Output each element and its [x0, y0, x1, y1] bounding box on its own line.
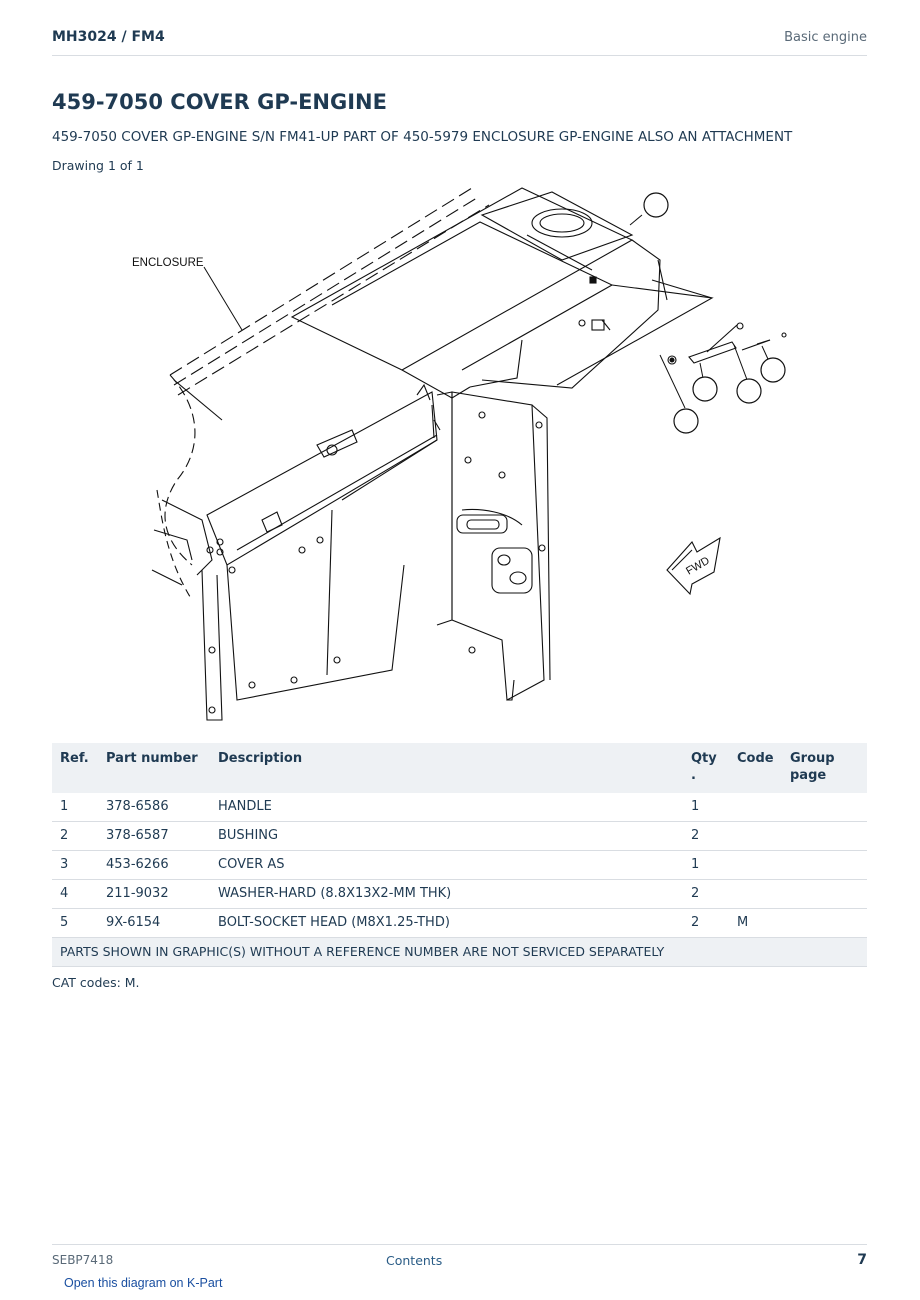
cell-group-page: [782, 793, 867, 822]
cell-group-page: [782, 880, 867, 909]
drawing-label: Drawing 1 of 1: [52, 158, 144, 173]
table-header-row: [52, 743, 867, 793]
hardware-parts: [668, 323, 786, 364]
cover-flange: [557, 285, 712, 385]
cell-part-number: 211-9032: [98, 880, 210, 909]
cell-part-number: 453-6266: [98, 851, 210, 880]
cell-qty: 2: [683, 822, 729, 851]
cell-ref: 4: [52, 880, 98, 909]
fwd-label: FWD: [684, 554, 712, 578]
table-row: [52, 909, 867, 938]
cell-description: HANDLE: [210, 793, 683, 822]
footer-divider: [52, 1244, 867, 1245]
cell-description: BUSHING: [210, 822, 683, 851]
cell-group-page: [782, 851, 867, 880]
page-number: 7: [857, 1252, 867, 1268]
header-group-page: Group page: [782, 743, 867, 793]
header-ref: Ref.: [52, 743, 98, 793]
table-row: [52, 851, 867, 880]
reference-balloon: [737, 379, 761, 403]
cell-qty: 1: [683, 851, 729, 880]
cell-description: BOLT-SOCKET HEAD (M8X1.25-THD): [210, 909, 683, 938]
cell-ref: 1: [52, 793, 98, 822]
parts-table: [52, 743, 867, 967]
cell-code: [729, 851, 782, 880]
header-part-number: Part number: [98, 743, 210, 793]
document-id: SEBP7418: [52, 1253, 114, 1267]
table-note: PARTS SHOWN IN GRAPHIC(S) WITHOUT A REFERENCE NUMBER ARE NOT SERVICED SEPARATELY: [52, 938, 867, 967]
header-code: Code: [729, 743, 782, 793]
cell-description: WASHER-HARD (8.8X13X2-MM THK): [210, 880, 683, 909]
table-row: [52, 880, 867, 909]
kpart-link[interactable]: Open this diagram on K-Part: [64, 1276, 223, 1290]
left-panel-edge: [165, 375, 195, 565]
cell-code: [729, 822, 782, 851]
cell-code: [729, 793, 782, 822]
enclosure-label: ENCLOSURE: [132, 257, 204, 269]
cell-part-number: 378-6586: [98, 793, 210, 822]
cell-group-page: [782, 909, 867, 938]
table-note-row: [52, 938, 867, 967]
cell-qty: 1: [683, 793, 729, 822]
cell-group-page: [782, 822, 867, 851]
model-header: MH3024 / FM4: [52, 29, 165, 45]
reference-balloon: [693, 377, 717, 401]
cell-qty: 2: [683, 880, 729, 909]
cell-part-number: 378-6587: [98, 822, 210, 851]
enclosure-rail: [170, 188, 489, 395]
right-panel: [417, 385, 550, 700]
section-header: Basic engine: [784, 30, 867, 45]
page-subtitle: 459-7050 COVER GP-ENGINE S/N FM41-UP PART OF 450-5979 ENCLOSURE GP-ENGINE ALSO AN ATTACHMENT: [52, 129, 793, 145]
header-description: Description: [210, 743, 683, 793]
contents-link[interactable]: Contents: [386, 1253, 443, 1268]
reference-balloon: [644, 193, 668, 217]
reference-balloon: [761, 358, 785, 382]
left-body: [202, 392, 437, 720]
cell-part-number: 9X-6154: [98, 909, 210, 938]
cell-ref: 3: [52, 851, 98, 880]
cell-ref: 5: [52, 909, 98, 938]
cat-codes: CAT codes: M.: [52, 975, 140, 990]
page-title: 459-7050 COVER GP-ENGINE: [52, 90, 387, 114]
cover-top: [292, 188, 667, 388]
header-qty: Qty .: [683, 743, 729, 793]
header-divider: [52, 55, 867, 56]
reference-balloons: [644, 193, 785, 433]
reference-balloon: [674, 409, 698, 433]
cell-ref: 2: [52, 822, 98, 851]
table-row: [52, 793, 867, 822]
cell-qty: 2: [683, 909, 729, 938]
cell-description: COVER AS: [210, 851, 683, 880]
cell-code: [729, 880, 782, 909]
fwd-arrow-icon: [667, 538, 720, 594]
exploded-parts-diagram: [52, 180, 867, 730]
cell-code: M: [729, 909, 782, 938]
table-row: [52, 822, 867, 851]
